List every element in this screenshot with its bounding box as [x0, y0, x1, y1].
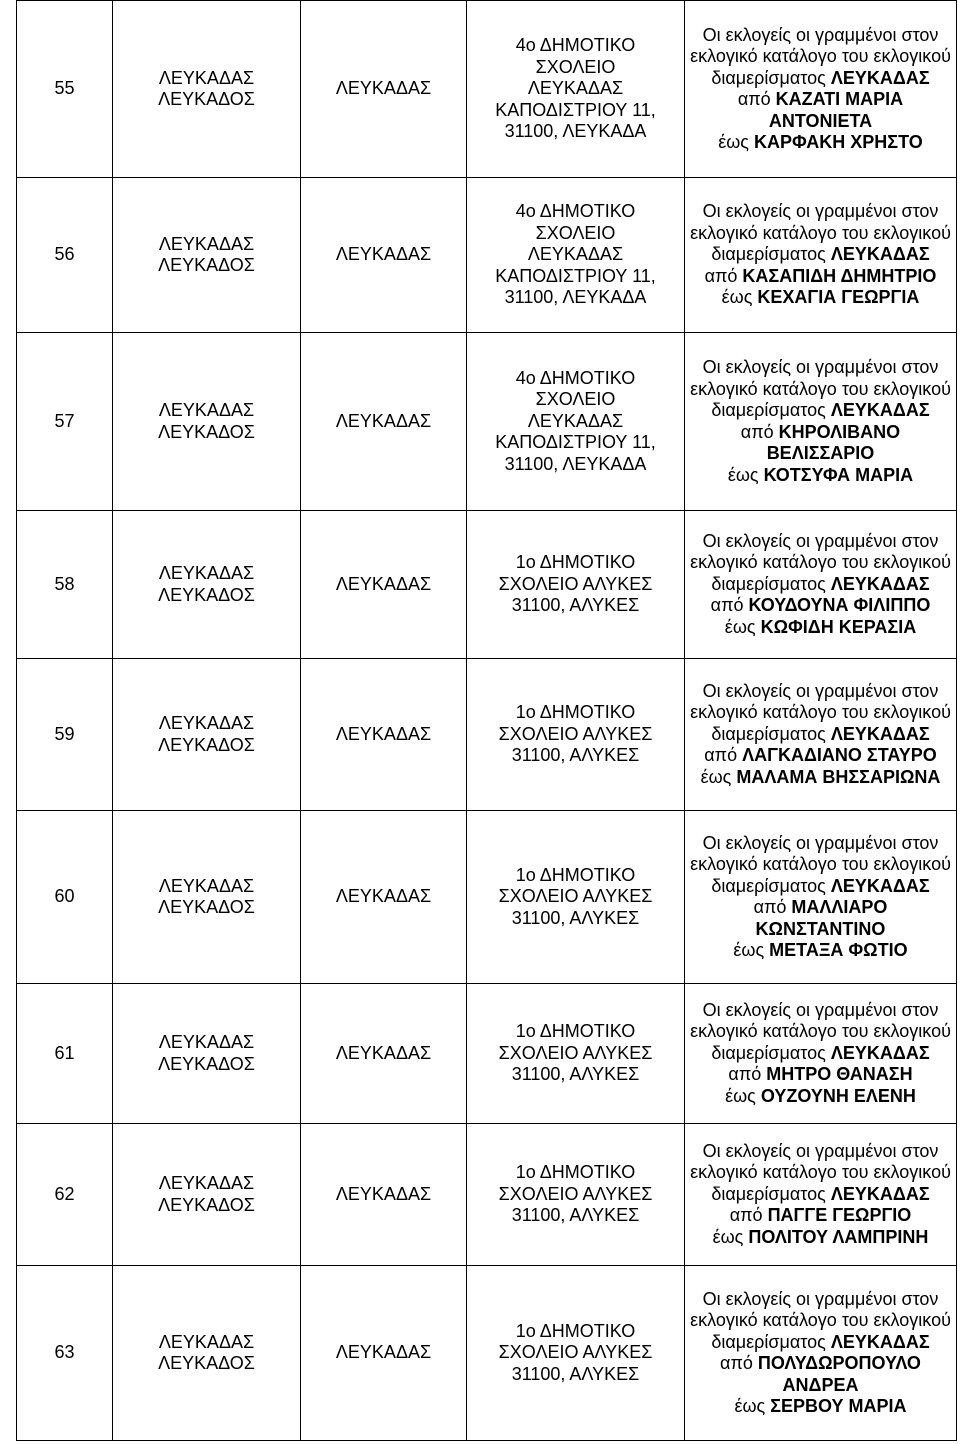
polling-station-cell [467, 659, 685, 811]
district-line [687, 724, 954, 746]
district-label: διαμερίσματος [711, 875, 826, 896]
voters-intro-line: Οι εκλογείς οι γραμμένοι στον [702, 1140, 939, 1161]
from-label: από [728, 1064, 762, 1085]
prefecture-cell [113, 511, 301, 659]
voters-intro-line: Οι εκλογείς οι γραμμένοι στον [702, 530, 939, 551]
municipality: ΛΕΥΚΑΔΑΣ [335, 886, 432, 907]
prefecture-line: ΛΕΥΚΑΔΟΣ [158, 1194, 255, 1215]
district-line [687, 1184, 954, 1206]
district-line [687, 876, 954, 898]
voters-cell [685, 511, 957, 659]
from-line [693, 897, 949, 940]
municipality-cell [301, 178, 467, 333]
prefecture-line: ΛΕΥΚΑΔΟΣ [158, 1053, 255, 1074]
polling-station-line: ΣΧΟΛΕΙΟ [535, 389, 616, 410]
from-line [693, 89, 949, 132]
prefecture-cell [113, 1266, 301, 1441]
polling-station-line: ΛΕΥΚΑΔΑΣ [527, 78, 624, 99]
number-cell [17, 333, 113, 511]
number-cell [17, 511, 113, 659]
voters-intro-line: εκλογικό κατάλογο του εκλογικού [690, 854, 951, 874]
prefecture-line: ΛΕΥΚΑΔΟΣ [158, 734, 255, 755]
polling-station-line: 31100, ΛΕΥΚΑΔΑ [504, 121, 647, 142]
to-name: ΜΕΤΑΞΑ ΦΩΤΙΟ [769, 940, 908, 960]
municipality: ΛΕΥΚΑΔΑΣ [335, 1342, 432, 1363]
district-name: ΛΕΥΚΑΔΑΣ [830, 1183, 930, 1204]
to-line [693, 1396, 949, 1418]
polling-stations-table [16, 0, 957, 1441]
number-cell [17, 659, 113, 811]
voters-cell [685, 1, 957, 178]
polling-station-line: ΣΧΟΛΕΙΟ ΑΛΥΚΕΣ [498, 1183, 653, 1204]
to-name: ΟΥΖΟΥΝΗ ΕΛΕΝΗ [760, 1085, 916, 1106]
polling-station-line: 4ο ΔΗΜΟΤΙΚΟ [515, 367, 636, 388]
to-line [693, 617, 949, 639]
prefecture-line: ΛΕΥΚΑΔΑΣ [158, 1331, 255, 1352]
voters-cell [685, 1124, 957, 1266]
polling-station-cell [467, 1124, 685, 1266]
voters-cell [685, 659, 957, 811]
voters-cell [685, 178, 957, 333]
row-number: 59 [54, 723, 75, 744]
from-name: ΚΗΡΟΛΙΒΑΝΟ ΒΕΛΙΣΣΑΡΙΟ [766, 421, 901, 463]
polling-station-line: 1ο ΔΗΜΟΤΙΚΟ [515, 552, 636, 573]
from-label: από [704, 745, 738, 766]
voters-intro-line: Οι εκλογείς οι γραμμένοι στον [702, 832, 939, 853]
to-line [693, 287, 949, 309]
to-name: ΜΑΛΑΜΑ ΒΗΣΣΑΡΙΩΝΑ [736, 766, 941, 787]
polling-station-line: ΣΧΟΛΕΙΟ ΑΛΥΚΕΣ [498, 886, 653, 907]
district-name: ΛΕΥΚΑΔΑΣ [830, 1042, 930, 1063]
to-line [693, 767, 949, 789]
from-label: από [704, 265, 738, 286]
district-name: ΛΕΥΚΑΔΑΣ [830, 400, 930, 420]
to-line [693, 132, 949, 154]
district-label: διαμερίσματος [711, 400, 826, 420]
municipality: ΛΕΥΚΑΔΑΣ [335, 1183, 432, 1204]
municipality-cell [301, 1124, 467, 1266]
table-row [17, 1, 957, 178]
prefecture-cell [113, 178, 301, 333]
prefecture-cell [113, 811, 301, 984]
voters-intro-line: εκλογικό κατάλογο του εκλογικού [690, 702, 951, 723]
from-line [693, 595, 949, 617]
to-label: έως [712, 1226, 744, 1247]
district-name: ΛΕΥΚΑΔΑΣ [830, 244, 930, 265]
polling-station-line: 31100, ΑΛΥΚΕΣ [511, 907, 640, 928]
polling-station-line: 31100, ΑΛΥΚΕΣ [511, 1064, 640, 1085]
polling-station-line: 31100, ΑΛΥΚΕΣ [511, 1205, 640, 1226]
voters-intro-line: εκλογικό κατάλογο του εκλογικού [690, 1021, 951, 1042]
district-name: ΛΕΥΚΑΔΑΣ [830, 1331, 930, 1352]
voters-intro-line: Οι εκλογείς οι γραμμένοι στον [702, 24, 939, 45]
prefecture-line: ΛΕΥΚΑΔΑΣ [158, 1173, 255, 1193]
polling-station-line: ΣΧΟΛΕΙΟ ΑΛΥΚΕΣ [498, 1342, 653, 1363]
municipality: ΛΕΥΚΑΔΑΣ [335, 573, 432, 594]
prefecture-line: ΛΕΥΚΑΔΟΣ [158, 89, 255, 109]
polling-station-line: ΚΑΠΟΔΙΣΤΡΙΟΥ 11, [495, 265, 656, 286]
from-label: από [720, 1353, 753, 1373]
voters-intro-line: εκλογικό κατάλογο του εκλογικού [690, 1162, 951, 1183]
polling-station-line: 31100, ΑΛΥΚΕΣ [511, 595, 640, 616]
polling-station-line: 31100, ΛΕΥΚΑΔΑ [504, 453, 647, 474]
to-name: ΣΕΡΒΟΥ ΜΑΡΙΑ [770, 1396, 907, 1416]
polling-station-line: ΚΑΠΟΔΙΣΤΡΙΟΥ 11, [495, 432, 656, 453]
table-row [17, 178, 957, 333]
prefecture-cell [113, 659, 301, 811]
municipality-cell [301, 659, 467, 811]
from-name: ΠΑΓΓΕ ΓΕΩΡΓΙΟ [767, 1205, 912, 1226]
number-cell [17, 811, 113, 984]
voters-intro-line: Οι εκλογείς οι γραμμένοι στον [702, 1288, 939, 1309]
to-name: ΠΟΛΙΤΟΥ ΛΑΜΠΡΙΝΗ [748, 1226, 929, 1247]
district-line [687, 244, 954, 266]
from-name: ΠΟΛΥΔΩΡΟΠΟΥΛΟ ΑΝΔΡΕΑ [757, 1353, 921, 1395]
table-row [17, 811, 957, 984]
prefecture-line: ΛΕΥΚΑΔΑΣ [158, 233, 255, 254]
voters-intro-line: εκλογικό κατάλογο του εκλογικού [690, 378, 951, 399]
from-line [693, 1353, 949, 1396]
municipality-cell [301, 333, 467, 511]
district-name: ΛΕΥΚΑΔΑΣ [830, 573, 930, 594]
to-line [693, 465, 949, 487]
from-name: ΚΟΥΔΟΥΝΑ ΦΙΛΙΠΠΟ [748, 595, 931, 616]
prefecture-line: ΛΕΥΚΑΔΑΣ [158, 563, 255, 583]
voters-intro-line: Οι εκλογείς οι γραμμένοι στον [702, 999, 939, 1020]
district-label: διαμερίσματος [711, 1042, 826, 1063]
table-row [17, 511, 957, 659]
number-cell [17, 1, 113, 178]
prefecture-line: ΛΕΥΚΑΔΟΣ [158, 897, 255, 917]
to-label: έως [700, 766, 732, 787]
prefecture-line: ΛΕΥΚΑΔΑΣ [158, 400, 255, 420]
polling-station-line: ΣΧΟΛΕΙΟ [535, 56, 616, 77]
polling-station-line: ΣΧΟΛΕΙΟ ΑΛΥΚΕΣ [498, 723, 653, 744]
prefecture-line: ΛΕΥΚΑΔΟΣ [158, 255, 255, 275]
polling-station-cell [467, 1, 685, 178]
polling-station-line: 1ο ΔΗΜΟΤΙΚΟ [515, 702, 636, 723]
district-label: διαμερίσματος [711, 723, 826, 744]
to-label: έως [733, 940, 765, 960]
voters-cell [685, 984, 957, 1124]
district-line [687, 1332, 954, 1354]
to-line [693, 940, 949, 962]
municipality-cell [301, 511, 467, 659]
row-number: 55 [54, 78, 75, 99]
from-name: ΛΑΓΚΑΔΙΑΝΟ ΣΤΑΥΡΟ [742, 745, 937, 766]
prefecture-line: ΛΕΥΚΑΔΑΣ [158, 1032, 255, 1052]
municipality-cell [301, 811, 467, 984]
to-label: έως [727, 464, 759, 485]
table-row [17, 1124, 957, 1266]
from-name: ΚΑΖΑΤΙ ΜΑΡΙΑ ΑΝΤΟΝΙΕΤΑ [768, 89, 904, 131]
prefecture-line: ΛΕΥΚΑΔΟΣ [158, 584, 255, 605]
polling-station-line: ΛΕΥΚΑΔΑΣ [527, 410, 624, 431]
polling-station-line: 31100, ΑΛΥΚΕΣ [511, 1363, 640, 1384]
voters-intro-line: Οι εκλογείς οι γραμμένοι στον [702, 680, 939, 701]
from-line [693, 422, 949, 465]
prefecture-cell [113, 984, 301, 1124]
voters-intro-line: Οι εκλογείς οι γραμμένοι στον [702, 201, 939, 222]
from-label: από [753, 897, 787, 917]
polling-station-line: 1ο ΔΗΜΟΤΙΚΟ [515, 1320, 636, 1341]
municipality: ΛΕΥΚΑΔΑΣ [335, 723, 432, 744]
municipality-cell [301, 1, 467, 178]
from-line [693, 266, 949, 288]
table-row [17, 1266, 957, 1441]
polling-station-cell [467, 811, 685, 984]
row-number: 57 [54, 410, 75, 431]
district-name: ΛΕΥΚΑΔΑΣ [830, 67, 930, 88]
to-label: έως [721, 287, 753, 308]
number-cell [17, 1124, 113, 1266]
to-line [693, 1086, 949, 1108]
to-name: ΚΩΦΙΔΗ ΚΕΡΑΣΙΑ [760, 616, 917, 637]
prefecture-line: ΛΕΥΚΑΔΑΣ [158, 713, 255, 733]
polling-station-cell [467, 984, 685, 1124]
municipality: ΛΕΥΚΑΔΑΣ [335, 410, 432, 431]
district-label: διαμερίσματος [711, 1331, 826, 1352]
district-line [687, 400, 954, 422]
district-label: διαμερίσματος [711, 244, 826, 265]
district-line [687, 1043, 954, 1065]
from-label: από [737, 89, 771, 109]
district-name: ΛΕΥΚΑΔΑΣ [830, 723, 930, 744]
polling-station-line: 4ο ΔΗΜΟΤΙΚΟ [515, 201, 636, 222]
voters-intro-line: Οι εκλογείς οι γραμμένοι στον [702, 357, 939, 377]
polling-station-line: ΚΑΠΟΔΙΣΤΡΙΟΥ 11, [495, 99, 656, 120]
polling-station-cell [467, 333, 685, 511]
table-row [17, 659, 957, 811]
row-number: 56 [54, 244, 75, 265]
from-line [693, 1205, 949, 1227]
voters-intro-line: εκλογικό κατάλογο του εκλογικού [690, 552, 951, 573]
table-row [17, 333, 957, 511]
district-name: ΛΕΥΚΑΔΑΣ [830, 875, 930, 896]
from-label: από [729, 1205, 763, 1226]
from-label: από [740, 421, 774, 442]
polling-station-line: 31100, ΑΛΥΚΕΣ [511, 745, 640, 766]
polling-station-cell [467, 178, 685, 333]
voters-cell [685, 333, 957, 511]
from-name: ΜΗΤΡΟ ΘΑΝΑΣΗ [766, 1064, 913, 1085]
voters-cell [685, 1266, 957, 1441]
voters-intro-line: εκλογικό κατάλογο του εκλογικού [690, 222, 951, 243]
municipality-cell [301, 984, 467, 1124]
polling-station-line: ΣΧΟΛΕΙΟ ΑΛΥΚΕΣ [498, 1042, 653, 1063]
to-line [693, 1227, 949, 1249]
number-cell [17, 1266, 113, 1441]
to-name: ΚΕΧΑΓΙΑ ΓΕΩΡΓΙΑ [757, 287, 920, 308]
row-number: 61 [54, 1042, 75, 1063]
district-line [687, 574, 954, 596]
polling-station-line: ΣΧΟΛΕΙΟ ΑΛΥΚΕΣ [498, 573, 653, 594]
polling-station-line: 1ο ΔΗΜΟΤΙΚΟ [515, 864, 636, 885]
prefecture-line: ΛΕΥΚΑΔΑΣ [158, 67, 255, 88]
district-label: διαμερίσματος [711, 573, 826, 594]
row-number: 63 [54, 1342, 75, 1363]
from-label: από [710, 595, 744, 616]
prefecture-cell [113, 1, 301, 178]
polling-station-line: ΣΧΟΛΕΙΟ [535, 222, 616, 243]
polling-station-line: ΛΕΥΚΑΔΑΣ [527, 244, 624, 265]
voters-intro-line: εκλογικό κατάλογο του εκλογικού [690, 1310, 951, 1330]
municipality: ΛΕΥΚΑΔΑΣ [335, 244, 432, 265]
polling-station-line: 1ο ΔΗΜΟΤΙΚΟ [515, 1162, 636, 1183]
prefecture-line: ΛΕΥΚΑΔΟΣ [158, 1353, 255, 1373]
to-label: έως [724, 616, 756, 637]
municipality: ΛΕΥΚΑΔΑΣ [335, 78, 432, 99]
district-label: διαμερίσματος [711, 67, 826, 88]
municipality: ΛΕΥΚΑΔΑΣ [335, 1042, 432, 1063]
to-name: ΚΟΤΣΥΦΑ ΜΑΡΙΑ [763, 464, 914, 485]
to-label: έως [718, 132, 749, 152]
from-line [693, 1064, 949, 1086]
from-line [693, 745, 949, 767]
table-row [17, 984, 957, 1124]
polling-station-line: 31100, ΛΕΥΚΑΔΑ [504, 287, 647, 308]
from-name: ΚΑΣΑΠΙΔΗ ΔΗΜΗΤΡΙΟ [742, 265, 937, 286]
municipality-cell [301, 1266, 467, 1441]
polling-station-line: 4ο ΔΗΜΟΤΙΚΟ [515, 35, 636, 56]
from-name: ΜΑΛΛΙΑΡΟ ΚΩΝΣΤΑΝΤΙΝΟ [755, 897, 888, 939]
number-cell [17, 984, 113, 1124]
row-number: 60 [54, 886, 75, 907]
row-number: 62 [54, 1183, 75, 1204]
prefecture-cell [113, 1124, 301, 1266]
to-name: ΚΑΡΦΑΚΗ ΧΡΗΣΤΟ [754, 132, 923, 152]
polling-station-cell [467, 1266, 685, 1441]
district-label: διαμερίσματος [711, 1183, 826, 1204]
number-cell [17, 178, 113, 333]
district-line [687, 68, 954, 90]
voters-cell [685, 811, 957, 984]
polling-station-line: 1ο ΔΗΜΟΤΙΚΟ [515, 1021, 636, 1042]
prefecture-cell [113, 333, 301, 511]
table-body [17, 1, 957, 1441]
prefecture-line: ΛΕΥΚΑΔΑΣ [158, 875, 255, 896]
voters-intro-line: εκλογικό κατάλογο του εκλογικού [690, 46, 951, 66]
row-number: 58 [54, 573, 75, 594]
prefecture-line: ΛΕΥΚΑΔΟΣ [158, 421, 255, 442]
to-label: έως [734, 1396, 766, 1416]
polling-station-cell [467, 511, 685, 659]
to-label: έως [725, 1085, 756, 1106]
